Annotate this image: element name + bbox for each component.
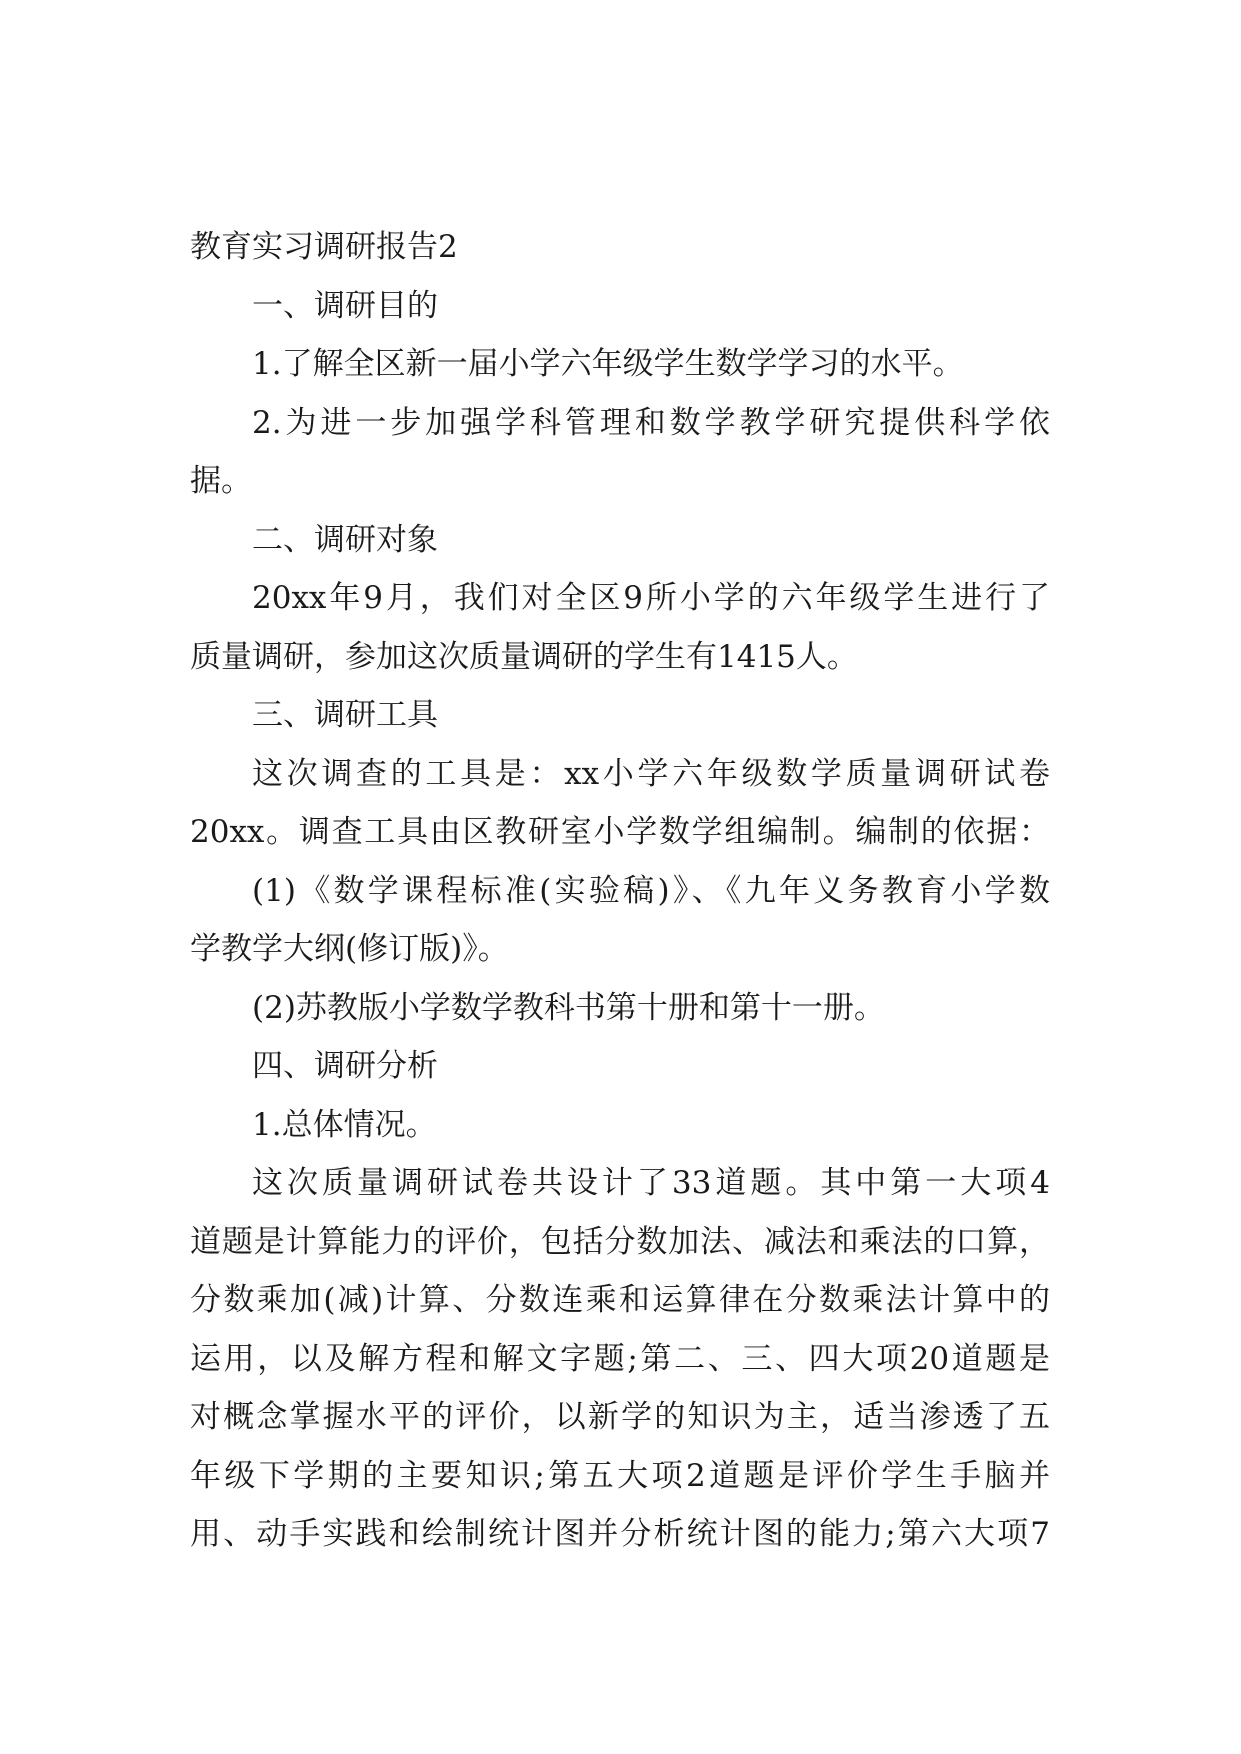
paragraph-line: 学教学大纲(修订版)》。 [190,931,509,967]
paragraph-line: 质量调研，参加这次质量调研的学生有1415人。 [190,638,858,675]
section-heading-tools: 三、调研工具 [252,697,438,733]
paragraph-line: 据。 [190,463,252,499]
section-heading-subject: 二、调研对象 [252,521,438,558]
section-heading-purpose: 一、调研目的 [252,287,438,324]
paragraph-line: 20xx年9月，我们对全区9所小学的六年级学生进行了 [252,580,1050,616]
paragraph-line: 20xx。调查工具由区教研室小学数学组编制。编制的依据： [190,814,1050,850]
subsection-heading: 1.总体情况。 [252,1106,437,1143]
paragraph-line: 这次调查的工具是：xx小学六年级数学质量调研试卷 [252,755,1050,792]
section-heading-analysis: 四、调研分析 [252,1048,438,1084]
paragraph-line: 运用，以及解方程和解文字题;第二、三、四大项20道题是 [190,1340,1050,1377]
paragraph-line: 年级下学期的主要知识;第五大项2道题是评价学生手脑并 [190,1457,1050,1494]
paragraph-line: 道题是计算能力的评价，包括分数加法、减法和乘法的口算， [190,1223,1050,1260]
document-title: 教育实习调研报告2 [190,229,458,265]
paragraph-line: 这次质量调研试卷共设计了33道题。其中第一大项4 [252,1165,1050,1201]
paragraph-line: 1.了解全区新一届小学六年级学生数学学习的水平。 [252,346,964,382]
paragraph-line: (2)苏教版小学数学教科书第十册和第十一册。 [252,989,885,1026]
paragraph-line: (1)《数学课程标准(实验稿)》、《九年义务教育小学数 [252,872,1050,909]
document-body [190,218,1050,1564]
paragraph-line: 2.为进一步加强学科管理和数学教学研究提供科学依 [252,404,1050,441]
paragraph-line: 对概念掌握水平的评价，以新学的知识为主，适当渗透了五 [190,1399,1050,1435]
paragraph-line: 分数乘加(减)计算、分数连乘和运算律在分数乘法计算中的 [190,1282,1050,1318]
paragraph-line: 用、动手实践和绘制统计图并分析统计图的能力;第六大项7 [190,1516,1050,1552]
